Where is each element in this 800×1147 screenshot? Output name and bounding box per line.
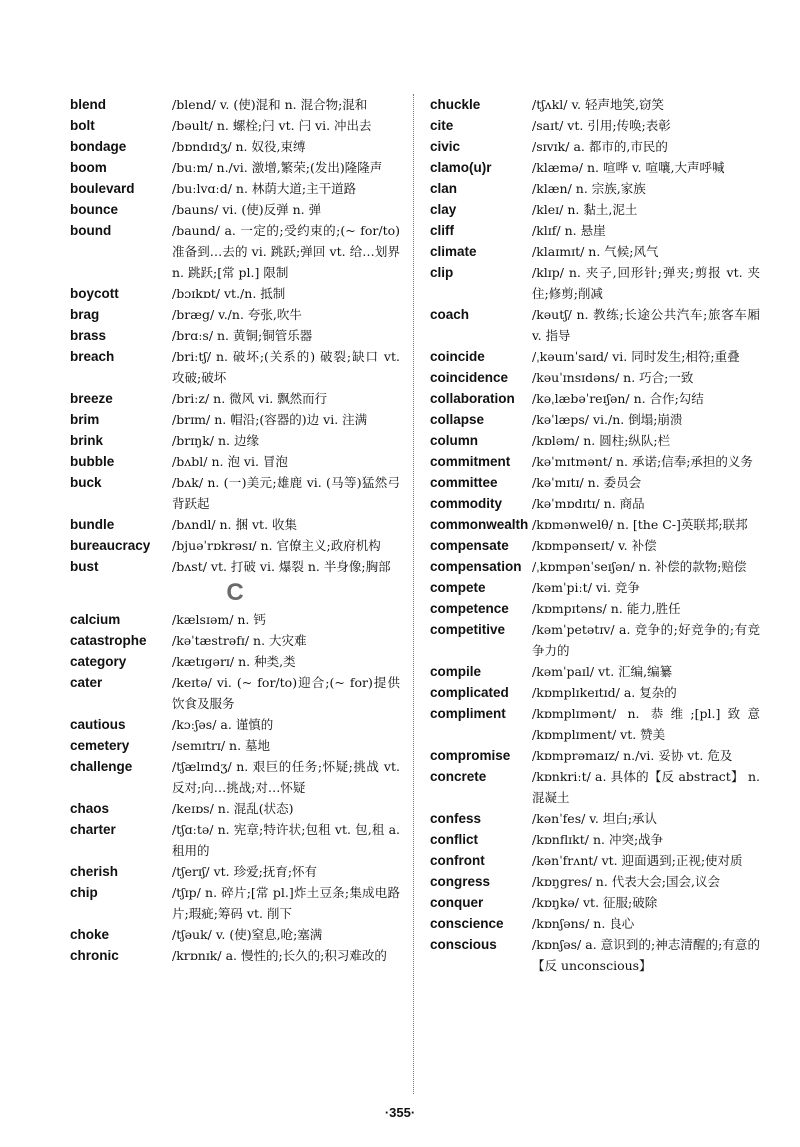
section-letter: C (226, 579, 244, 606)
headword: category (70, 654, 127, 669)
dictionary-entry (70, 472, 400, 514)
definition: /kɒnflɪkt/ n. 冲突;战争 (532, 832, 664, 847)
headword: compete (430, 580, 486, 595)
dictionary-entry (70, 882, 400, 924)
headword: calcium (70, 612, 121, 627)
dictionary-entry (70, 115, 400, 136)
definition: /tʃɑːtə/ n. 宪章;特许状;包租 vt. 包,租 a. 租用的 (172, 822, 400, 858)
headword: clamo(u)r (430, 160, 492, 175)
headword: boom (70, 160, 107, 175)
dictionary-entry (430, 199, 760, 220)
dictionary-entry (430, 808, 760, 829)
definition: /briːz/ n. 微风 vi. 飘然而行 (172, 391, 328, 406)
definition: /kəˈmɒdɪtɪ/ n. 商品 (532, 496, 645, 511)
headword: catastrophe (70, 633, 147, 648)
headword: conscious (430, 937, 497, 952)
definition: /kəˌlæbəˈreɪʃən/ n. 合作;勾结 (532, 391, 704, 406)
definition: /keɪɒs/ n. 混乱(状态) (172, 801, 294, 816)
headword: committee (430, 475, 498, 490)
dictionary-entry (70, 714, 400, 735)
definition: /bɒndɪdʒ/ n. 奴役,束缚 (172, 139, 306, 154)
headword: coach (430, 307, 470, 322)
definition: /kəˈlæps/ vi./n. 倒塌;崩溃 (532, 412, 683, 427)
column-divider (413, 94, 414, 1094)
headword: bureaucracy (70, 538, 151, 553)
dictionary-entry (70, 672, 400, 714)
definition: /brɪŋk/ n. 边缘 (172, 433, 259, 448)
headword: confess (430, 811, 482, 826)
dictionary-entry (430, 703, 760, 745)
dictionary-entry (70, 451, 400, 472)
headword: compliment (430, 706, 506, 721)
definition: /klæn/ n. 宗族,家族 (532, 181, 646, 196)
headword: commonwealth (430, 517, 529, 532)
dictionary-entry (430, 577, 760, 598)
definition: /tʃælɪndʒ/ n. 艰巨的任务;怀疑;挑战 vt. 反对;向…挑战;对…怀疑 (172, 759, 400, 795)
headword: collapse (430, 412, 485, 427)
definition: /bræg/ v./n. 夸张,吹牛 (172, 307, 302, 322)
headword: brink (70, 433, 104, 448)
definition: /saɪt/ vt. 引用;传唤;表彰 (532, 118, 671, 133)
definition: /kɒŋgres/ n. 代表大会;国会,议会 (532, 874, 720, 889)
right-column (430, 94, 760, 976)
headword: cemetery (70, 738, 130, 753)
dictionary-entry (70, 819, 400, 861)
dictionary-entry (430, 241, 760, 262)
dictionary-entry (430, 493, 760, 514)
dictionary-entry (430, 115, 760, 136)
entries-b (70, 94, 400, 577)
headword: competitive (430, 622, 506, 637)
headword: cater (70, 675, 103, 690)
headword: bubble (70, 454, 115, 469)
dictionary-entry (70, 220, 400, 283)
dictionary-entry (430, 934, 760, 976)
dictionary-entry (430, 661, 760, 682)
definition: /krɒnɪk/ a. 慢性的;长久的;积习难改的 (172, 948, 387, 963)
dictionary-entry (70, 136, 400, 157)
definition: /kəˈmɪtmənt/ n. 承诺;信奉;承担的义务 (532, 454, 753, 469)
definition: /kɒmprəmaɪz/ n./vi. 妥协 vt. 危及 (532, 748, 733, 763)
dictionary-entry (430, 136, 760, 157)
dictionary-entry (70, 756, 400, 798)
headword: compromise (430, 748, 511, 763)
definition: /kəmˈpetətɪv/ a. 竞争的;好竞争的;有竞争力的 (532, 622, 760, 658)
headword: brass (70, 328, 107, 343)
headword: boulevard (70, 181, 135, 196)
headword: chip (70, 885, 98, 900)
headword: compensation (430, 559, 522, 574)
headword: bounce (70, 202, 119, 217)
dictionary-entry (70, 924, 400, 945)
headword: compile (430, 664, 482, 679)
definition: /kɒnʃəs/ a. 意识到的;神志清醒的;有意的【反 unconscious】 (532, 937, 760, 973)
definition: /klɪp/ n. 夹子,回形针;弹夹;剪报 vt. 夹住;修剪;削减 (532, 265, 760, 301)
page-number: ·355· (384, 1105, 416, 1120)
definition: /tʃʌkl/ v. 轻声地笑,窃笑 (532, 97, 664, 112)
definition: /semɪtrɪ/ n. 墓地 (172, 738, 271, 753)
dictionary-entry (70, 157, 400, 178)
definition: /kəuˈɪnsɪdəns/ n. 巧合;一致 (532, 370, 694, 385)
headword: chaos (70, 801, 110, 816)
definition: /kəˈtæstrəfɪ/ n. 大灾难 (172, 633, 307, 648)
dictionary-entry (430, 262, 760, 304)
headword: bound (70, 223, 112, 238)
definition: /kɒmplɪkeɪtɪd/ a. 复杂的 (532, 685, 677, 700)
headword: civic (430, 139, 461, 154)
dictionary-entry (430, 304, 760, 346)
headword: concrete (430, 769, 487, 784)
definition: /bʌndl/ n. 捆 vt. 收集 (172, 517, 298, 532)
dictionary-entry (70, 430, 400, 451)
dictionary-entry (430, 871, 760, 892)
headword: compensate (430, 538, 509, 553)
headword: bust (70, 559, 99, 574)
headword: challenge (70, 759, 133, 774)
headword: brag (70, 307, 100, 322)
headword: breach (70, 349, 115, 364)
definition: /kəmˈpaɪl/ vt. 汇编,编纂 (532, 664, 673, 679)
definition: /brɑːs/ n. 黄铜;铜管乐器 (172, 328, 313, 343)
dictionary-entry (70, 409, 400, 430)
dictionary-entry (430, 619, 760, 661)
headword: blend (70, 97, 106, 112)
definition: /kɒmplɪmənt/ n. 恭维;[pl.]致意 /kɒmplɪment/ vt. 赞美 (532, 706, 760, 742)
headword: conflict (430, 832, 479, 847)
definition: /bʌbl/ n. 泡 vi. 冒泡 (172, 454, 288, 469)
dictionary-entry (430, 451, 760, 472)
dictionary-entry (430, 766, 760, 808)
definition: /kɒnkriːt/ a. 具体的【反 abstract】 n. 混凝土 (532, 769, 760, 805)
headword: cherish (70, 864, 119, 879)
definition: /kɒmpɪtəns/ n. 能力,胜任 (532, 601, 681, 616)
dictionary-entry (430, 157, 760, 178)
headword: chronic (70, 948, 119, 963)
definition: /ˌkəuɪnˈsaɪd/ vi. 同时发生;相符;重叠 (532, 349, 740, 364)
dictionary-entry (430, 472, 760, 493)
headword: clan (430, 181, 458, 196)
dictionary-entry (70, 199, 400, 220)
definition: /brɪm/ n. 帽沿;(容器的)边 vi. 注满 (172, 412, 368, 427)
headword: bundle (70, 517, 115, 532)
definition: /kælsɪəm/ n. 钙 (172, 612, 266, 627)
headword: chuckle (430, 97, 481, 112)
headword: conscience (430, 916, 504, 931)
headword: boycott (70, 286, 119, 301)
definition: /bʌk/ n. (一)美元;雄鹿 vi. (马等)猛然弓背跃起 (172, 475, 400, 511)
dictionary-entry (430, 745, 760, 766)
definition: /tʃɪp/ n. 碎片;[常 pl.]炸土豆条;集成电路片;瑕疵;筹码 vt. 削下 (172, 885, 400, 921)
dictionary-entry (70, 861, 400, 882)
dictionary-entry (430, 430, 760, 451)
definition: /ˌkɒmpənˈseɪʃən/ n. 补偿的款物;赔偿 (532, 559, 747, 574)
dictionary-entry (70, 346, 400, 388)
dictionary-entry (430, 388, 760, 409)
definition: /kɒləm/ n. 圆柱;纵队;栏 (532, 433, 671, 448)
headword: commitment (430, 454, 511, 469)
headword: choke (70, 927, 110, 942)
definition: /kəˈmɪtɪ/ n. 委员会 (532, 475, 642, 490)
definition: /bʌst/ vt. 打破 vi. 爆裂 n. 半身像;胸部 (172, 559, 391, 574)
dictionary-entry (430, 535, 760, 556)
definition: /tʃəuk/ v. (使)窒息,呛;塞满 (172, 927, 323, 942)
dictionary-entry (70, 609, 400, 630)
headword: congress (430, 874, 491, 889)
definition: /baund/ a. 一定的;受约束的;(~ for/to) 准备到…去的 vi. 跳跃;弹回 vt. 给…划界 n. 跳跃;[常 pl.] 限制 (172, 223, 400, 280)
dictionary-entry (70, 630, 400, 651)
definition: /keɪtə/ vi. (~ for/to)迎合;(~ for)提供饮食及服务 (172, 675, 400, 711)
entries-c-continued (430, 94, 760, 976)
headword: conquer (430, 895, 484, 910)
definition: /kɒnʃəns/ n. 良心 (532, 916, 635, 931)
dictionary-entry (70, 325, 400, 346)
headword: commodity (430, 496, 503, 511)
dictionary-entry (430, 850, 760, 871)
dictionary-entry (430, 514, 760, 535)
definition: /sɪvɪk/ a. 都市的,市民的 (532, 139, 668, 154)
definition: /kɔːʃəs/ a. 谨慎的 (172, 717, 274, 732)
dictionary-entry (430, 220, 760, 241)
dictionary-entry (430, 346, 760, 367)
headword: brim (70, 412, 100, 427)
dictionary-entry (70, 798, 400, 819)
definition: /klɪf/ n. 悬崖 (532, 223, 606, 238)
dictionary-entry (70, 94, 400, 115)
definition: /kənˈfrʌnt/ vt. 迎面遇到;正视;使对质 (532, 853, 743, 868)
headword: coincide (430, 349, 485, 364)
definition: /kɒŋkə/ vt. 征服;破除 (532, 895, 658, 910)
headword: bolt (70, 118, 95, 133)
headword: confront (430, 853, 485, 868)
definition: /bauns/ vi. (使)反弹 n. 弹 (172, 202, 322, 217)
dictionary-entry (70, 283, 400, 304)
dictionary-entry (430, 829, 760, 850)
dictionary-entry (430, 892, 760, 913)
definition: /kəutʃ/ n. 教练;长途公共汽车;旅客车厢 v. 指导 (532, 307, 760, 343)
dictionary-entry (70, 556, 400, 577)
headword: column (430, 433, 479, 448)
dictionary-entry (430, 367, 760, 388)
headword: complicated (430, 685, 509, 700)
headword: cliff (430, 223, 455, 238)
definition: /kɒmənwelθ/ n. [the C-]英联邦;联邦 (532, 517, 748, 532)
dictionary-entry (70, 304, 400, 325)
dictionary-entry (70, 651, 400, 672)
headword: cite (430, 118, 454, 133)
headword: clay (430, 202, 457, 217)
definition: /klaɪmɪt/ n. 气候;风气 (532, 244, 659, 259)
dictionary-entry (430, 913, 760, 934)
dictionary-entry (70, 945, 400, 966)
definition: /briːtʃ/ n. 破坏;(关系的) 破裂;缺口 vt. 攻破;破坏 (172, 349, 400, 385)
headword: charter (70, 822, 116, 837)
definition: /kɒmpənseɪt/ v. 补偿 (532, 538, 657, 553)
dictionary-entry (430, 556, 760, 577)
dictionary-entry (70, 178, 400, 199)
dictionary-entry (430, 178, 760, 199)
definition: /bɔɪkɒt/ vt./n. 抵制 (172, 286, 286, 301)
definition: /kleɪ/ n. 黏土,泥土 (532, 202, 638, 217)
definition: /kætɪgərɪ/ n. 种类,类 (172, 654, 296, 669)
headword: collaboration (430, 391, 515, 406)
definition: /kənˈfes/ v. 坦白;承认 (532, 811, 658, 826)
dictionary-entry (430, 94, 760, 115)
definition: /buːm/ n./vi. 激增,繁荣;(发出)隆隆声 (172, 160, 383, 175)
dictionary-entry (430, 682, 760, 703)
definition: /blend/ v. (使)混和 n. 混合物;混和 (172, 97, 368, 112)
definition: /bjuəˈrɒkrəsɪ/ n. 官僚主义;政府机构 (172, 538, 381, 553)
definition: /tʃerɪʃ/ vt. 珍爱;抚育;怀有 (172, 864, 318, 879)
left-column (70, 94, 400, 966)
definition: /bəult/ n. 螺栓;闩 vt. 闩 vi. 冲出去 (172, 118, 372, 133)
dictionary-entry (70, 735, 400, 756)
dictionary-entry (70, 388, 400, 409)
entries-c (70, 609, 400, 966)
dictionary-entry (70, 514, 400, 535)
dictionary-entry (430, 598, 760, 619)
definition: /klæmə/ n. 喧哗 v. 喧嚷,大声呼喊 (532, 160, 725, 175)
headword: climate (430, 244, 477, 259)
definition: /buːlvɑːd/ n. 林荫大道;主干道路 (172, 181, 357, 196)
headword: clip (430, 265, 454, 280)
dictionary-entry (430, 409, 760, 430)
headword: competence (430, 601, 509, 616)
definition: /kəmˈpiːt/ vi. 竞争 (532, 580, 640, 595)
dictionary-entry (70, 535, 400, 556)
headword: bondage (70, 139, 127, 154)
headword: buck (70, 475, 102, 490)
headword: breeze (70, 391, 113, 406)
headword: coincidence (430, 370, 509, 385)
headword: cautious (70, 717, 126, 732)
